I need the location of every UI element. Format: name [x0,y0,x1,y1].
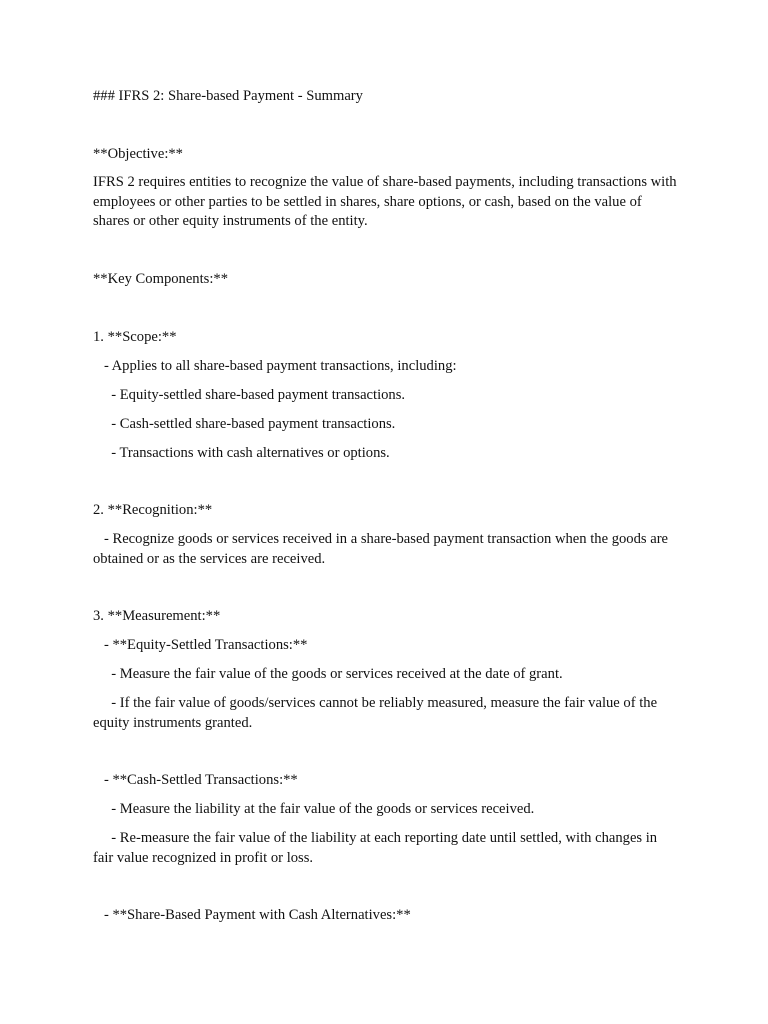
scope-item: - Equity-settled share-based payment transactions. [93,387,406,403]
scope-item: - Cash-settled share-based payment transactions. [93,416,396,432]
objective-text: IFRS 2 requires entities to recognize the value of share-based payments, including transactions with employees or other parties to be settled in shares, share options, or cash, based on the value of shares or other equity instruments of the entity. [93,174,677,230]
scope-intro: - Applies to all share-based payment transactions, including: [93,358,457,374]
measurement-label: 3. **Measurement:** [93,608,221,624]
scope-label: 1. **Scope:** [93,329,177,345]
cash-settled-item: - Re-measure the fair value of the liability at each reporting date until settled, with changes in fair value recognized in profit or loss. [93,830,661,866]
cash-settled-label: - **Cash-Settled Transactions:** [93,772,298,788]
equity-settled-label: - **Equity-Settled Transactions:** [93,637,308,653]
objective-label: **Objective:** [93,146,183,162]
cash-alternatives-label: - **Share-Based Payment with Cash Alternatives:** [93,907,411,923]
scope-item: - Transactions with cash alternatives or options. [93,445,390,461]
equity-settled-item: - Measure the fair value of the goods or services received at the date of grant. [93,666,563,682]
key-components-label: **Key Components:** [93,271,228,287]
equity-settled-item: - If the fair value of goods/services cannot be reliably measured, measure the fair value of the equity instruments granted. [93,695,661,731]
document-heading: ### IFRS 2: Share-based Payment - Summary [93,88,363,104]
recognition-text: - Recognize goods or services received in a share-based payment transaction when the goods are obtained or as the services are received. [93,531,672,567]
cash-settled-item: - Measure the liability at the fair value of the goods or services received. [93,801,535,817]
recognition-label: 2. **Recognition:** [93,502,213,518]
